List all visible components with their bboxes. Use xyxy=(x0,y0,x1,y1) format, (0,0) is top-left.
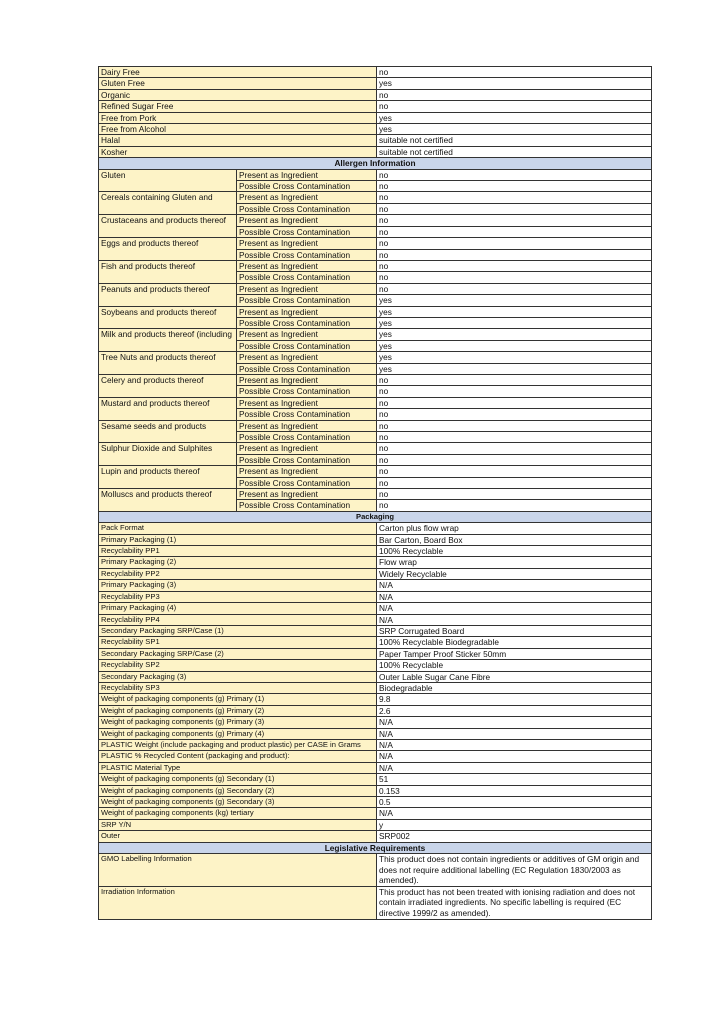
allergen-name: Eggs and products thereof xyxy=(99,238,237,261)
allergen-row xyxy=(99,374,652,385)
packaging-value: N/A xyxy=(377,580,652,591)
present-as-ingredient-label: Present as Ingredient xyxy=(237,215,377,226)
allergen-row xyxy=(99,352,652,363)
cross-contamination-label: Possible Cross Contamination xyxy=(237,226,377,237)
packaging-row xyxy=(99,523,652,534)
packaging-row xyxy=(99,819,652,830)
packaging-label: PLASTIC % Recycled Content (packaging and product): xyxy=(99,751,377,762)
allergen-row xyxy=(99,192,652,203)
present-as-ingredient-label: Present as Ingredient xyxy=(237,489,377,500)
cross-contamination-label: Possible Cross Contamination xyxy=(237,272,377,283)
packaging-label: Secondary Packaging SRP/Case (2) xyxy=(99,648,377,659)
present-value: yes xyxy=(377,306,652,317)
allergen-name: Molluscs and products thereof xyxy=(99,489,237,512)
packaging-row xyxy=(99,831,652,842)
cross-value: no xyxy=(377,249,652,260)
cross-value: no xyxy=(377,386,652,397)
packaging-value: 9.8 xyxy=(377,694,652,705)
allergen-name: Cereals containing Gluten and xyxy=(99,192,237,215)
packaging-value: N/A xyxy=(377,717,652,728)
packaging-label: Weight of packaging components (kg) tertiary xyxy=(99,808,377,819)
packaging-row xyxy=(99,625,652,636)
packaging-value: Outer Lable Sugar Cane Fibre xyxy=(377,671,652,682)
packaging-label: Pack Format xyxy=(99,523,377,534)
dietary-label: Refined Sugar Free xyxy=(99,101,377,112)
spec-sheet xyxy=(98,66,651,920)
allergen-row xyxy=(99,283,652,294)
packaging-row xyxy=(99,751,652,762)
packaging-value: N/A xyxy=(377,591,652,602)
allergen-row xyxy=(99,169,652,180)
packaging-row xyxy=(99,728,652,739)
allergen-name: Lupin and products thereof xyxy=(99,466,237,489)
packaging-row xyxy=(99,614,652,625)
cross-value: no xyxy=(377,409,652,420)
cross-value: no xyxy=(377,203,652,214)
allergen-name: Crustaceans and products thereof xyxy=(99,215,237,238)
dietary-label: Gluten Free xyxy=(99,78,377,89)
packaging-row xyxy=(99,705,652,716)
allergen-row xyxy=(99,466,652,477)
dietary-row xyxy=(99,101,652,112)
packaging-label: Outer xyxy=(99,831,377,842)
dietary-label: Free from Pork xyxy=(99,112,377,123)
dietary-label: Halal xyxy=(99,135,377,146)
legislative-label: GMO Labelling Information xyxy=(99,854,377,887)
dietary-label: Kosher xyxy=(99,146,377,157)
packaging-label: Weight of packaging components (g) Primary (2) xyxy=(99,705,377,716)
cross-contamination-label: Possible Cross Contamination xyxy=(237,409,377,420)
allergen-name: Soybeans and products thereof xyxy=(99,306,237,329)
packaging-value: 0.5 xyxy=(377,797,652,808)
allergen-row xyxy=(99,489,652,500)
dietary-value: yes xyxy=(377,112,652,123)
allergen-row xyxy=(99,397,652,408)
packaging-label: SRP Y/N xyxy=(99,819,377,830)
legislative-header-row xyxy=(99,842,652,853)
packaging-label: Primary Packaging (1) xyxy=(99,534,377,545)
packaging-value: Flow wrap xyxy=(377,557,652,568)
present-value: no xyxy=(377,169,652,180)
cross-contamination-label: Possible Cross Contamination xyxy=(237,249,377,260)
packaging-value: 100% Recyclable xyxy=(377,660,652,671)
cross-value: no xyxy=(377,272,652,283)
present-as-ingredient-label: Present as Ingredient xyxy=(237,169,377,180)
allergen-name: Peanuts and products thereof xyxy=(99,283,237,306)
present-value: no xyxy=(377,443,652,454)
packaging-row xyxy=(99,717,652,728)
packaging-label: Recyclability PP3 xyxy=(99,591,377,602)
cross-value: no xyxy=(377,432,652,443)
present-as-ingredient-label: Present as Ingredient xyxy=(237,238,377,249)
packaging-label: Primary Packaging (2) xyxy=(99,557,377,568)
cross-value: no xyxy=(377,226,652,237)
packaging-row xyxy=(99,557,652,568)
legislative-row xyxy=(99,886,652,919)
packaging-value: 0.153 xyxy=(377,785,652,796)
allergen-row xyxy=(99,329,652,340)
spec-table xyxy=(98,66,652,920)
present-as-ingredient-label: Present as Ingredient xyxy=(237,397,377,408)
cross-contamination-label: Possible Cross Contamination xyxy=(237,386,377,397)
packaging-row xyxy=(99,591,652,602)
cross-value: no xyxy=(377,500,652,511)
packaging-value: Bar Carton, Board Box xyxy=(377,534,652,545)
cross-contamination-label: Possible Cross Contamination xyxy=(237,500,377,511)
present-value: no xyxy=(377,215,652,226)
dietary-label: Free from Alcohol xyxy=(99,124,377,135)
dietary-row xyxy=(99,89,652,100)
packaging-row xyxy=(99,808,652,819)
allergen-row xyxy=(99,215,652,226)
legislative-value: This product does not contain ingredients or additives of GM origin and does not require additional labelling (EC Regulation 1830/2003 as amended). xyxy=(377,854,652,887)
packaging-label: Recyclability PP4 xyxy=(99,614,377,625)
packaging-label: Weight of packaging components (g) Secondary (3) xyxy=(99,797,377,808)
present-as-ingredient-label: Present as Ingredient xyxy=(237,283,377,294)
packaging-value: Biodegradable xyxy=(377,682,652,693)
packaging-label: Recyclability PP2 xyxy=(99,568,377,579)
dietary-label: Organic xyxy=(99,89,377,100)
dietary-value: no xyxy=(377,101,652,112)
packaging-label: Primary Packaging (3) xyxy=(99,580,377,591)
spec-table-body xyxy=(99,67,652,920)
present-value: no xyxy=(377,489,652,500)
legislative-row xyxy=(99,854,652,887)
packaging-label: PLASTIC Material Type xyxy=(99,762,377,773)
allergen-name: Gluten xyxy=(99,169,237,192)
packaging-row xyxy=(99,546,652,557)
allergen-section-title: Allergen Information xyxy=(99,158,652,169)
packaging-value: 100% Recyclable xyxy=(377,546,652,557)
packaging-row xyxy=(99,785,652,796)
legislative-label: Irradiation Information xyxy=(99,886,377,919)
allergen-name: Mustard and products thereof xyxy=(99,397,237,420)
packaging-label: Recyclability PP1 xyxy=(99,546,377,557)
packaging-value: N/A xyxy=(377,739,652,750)
packaging-value: Widely Recyclable xyxy=(377,568,652,579)
present-value: yes xyxy=(377,352,652,363)
dietary-value: suitable not certified xyxy=(377,146,652,157)
allergen-name: Sulphur Dioxide and Sulphites xyxy=(99,443,237,466)
present-as-ingredient-label: Present as Ingredient xyxy=(237,260,377,271)
present-as-ingredient-label: Present as Ingredient xyxy=(237,352,377,363)
packaging-value: N/A xyxy=(377,728,652,739)
packaging-value: Paper Tamper Proof Sticker 50mm xyxy=(377,648,652,659)
packaging-row xyxy=(99,660,652,671)
dietary-row xyxy=(99,78,652,89)
present-as-ingredient-label: Present as Ingredient xyxy=(237,420,377,431)
packaging-label: Secondary Packaging SRP/Case (1) xyxy=(99,625,377,636)
packaging-row xyxy=(99,580,652,591)
present-as-ingredient-label: Present as Ingredient xyxy=(237,374,377,385)
dietary-value: yes xyxy=(377,124,652,135)
packaging-row xyxy=(99,671,652,682)
allergen-name: Celery and products thereof xyxy=(99,374,237,397)
present-as-ingredient-label: Present as Ingredient xyxy=(237,306,377,317)
packaging-label: Primary Packaging (4) xyxy=(99,603,377,614)
present-value: no xyxy=(377,260,652,271)
packaging-row xyxy=(99,534,652,545)
allergen-row xyxy=(99,420,652,431)
cross-value: yes xyxy=(377,363,652,374)
cross-contamination-label: Possible Cross Contamination xyxy=(237,181,377,192)
packaging-label: Weight of packaging components (g) Secondary (1) xyxy=(99,774,377,785)
packaging-value: 2.6 xyxy=(377,705,652,716)
present-value: no xyxy=(377,192,652,203)
present-as-ingredient-label: Present as Ingredient xyxy=(237,329,377,340)
allergen-name: Sesame seeds and products xyxy=(99,420,237,443)
dietary-value: no xyxy=(377,67,652,78)
allergen-name: Fish and products thereof xyxy=(99,260,237,283)
cross-contamination-label: Possible Cross Contamination xyxy=(237,340,377,351)
present-value: no xyxy=(377,283,652,294)
packaging-section-title: Packaging xyxy=(99,511,652,522)
packaging-row xyxy=(99,762,652,773)
packaging-row xyxy=(99,797,652,808)
cross-value: yes xyxy=(377,340,652,351)
packaging-label: Secondary Packaging (3) xyxy=(99,671,377,682)
cross-contamination-label: Possible Cross Contamination xyxy=(237,317,377,328)
cross-value: no xyxy=(377,454,652,465)
packaging-label: Weight of packaging components (g) Primary (4) xyxy=(99,728,377,739)
packaging-label: Recyclability SP3 xyxy=(99,682,377,693)
allergen-name: Milk and products thereof (including xyxy=(99,329,237,352)
allergen-row xyxy=(99,306,652,317)
dietary-label: Dairy Free xyxy=(99,67,377,78)
dietary-row xyxy=(99,112,652,123)
packaging-value: SRP002 xyxy=(377,831,652,842)
present-value: no xyxy=(377,374,652,385)
cross-value: yes xyxy=(377,295,652,306)
allergen-row xyxy=(99,260,652,271)
present-value: no xyxy=(377,420,652,431)
cross-value: yes xyxy=(377,317,652,328)
packaging-value: N/A xyxy=(377,808,652,819)
dietary-value: no xyxy=(377,89,652,100)
packaging-header-row xyxy=(99,511,652,522)
packaging-row xyxy=(99,694,652,705)
packaging-row xyxy=(99,648,652,659)
present-value: no xyxy=(377,397,652,408)
packaging-label: Weight of packaging components (g) Primary (3) xyxy=(99,717,377,728)
packaging-value: Carton plus flow wrap xyxy=(377,523,652,534)
present-as-ingredient-label: Present as Ingredient xyxy=(237,443,377,454)
present-value: no xyxy=(377,466,652,477)
cross-contamination-label: Possible Cross Contamination xyxy=(237,203,377,214)
packaging-value: N/A xyxy=(377,614,652,625)
allergen-name: Tree Nuts and products thereof xyxy=(99,352,237,375)
packaging-value: N/A xyxy=(377,603,652,614)
cross-value: no xyxy=(377,477,652,488)
present-as-ingredient-label: Present as Ingredient xyxy=(237,466,377,477)
allergen-header-row xyxy=(99,158,652,169)
packaging-value: SRP Corrugated Board xyxy=(377,625,652,636)
cross-contamination-label: Possible Cross Contamination xyxy=(237,363,377,374)
cross-contamination-label: Possible Cross Contamination xyxy=(237,454,377,465)
packaging-label: PLASTIC Weight (include packaging and product plastic) per CASE in Grams xyxy=(99,739,377,750)
packaging-label: Weight of packaging components (g) Primary (1) xyxy=(99,694,377,705)
cross-contamination-label: Possible Cross Contamination xyxy=(237,477,377,488)
packaging-label: Recyclability SP2 xyxy=(99,660,377,671)
packaging-row xyxy=(99,739,652,750)
packaging-value: y xyxy=(377,819,652,830)
present-as-ingredient-label: Present as Ingredient xyxy=(237,192,377,203)
cross-value: no xyxy=(377,181,652,192)
allergen-row xyxy=(99,238,652,249)
dietary-row xyxy=(99,124,652,135)
packaging-value: 51 xyxy=(377,774,652,785)
packaging-row xyxy=(99,568,652,579)
packaging-value: N/A xyxy=(377,751,652,762)
dietary-value: suitable not certified xyxy=(377,135,652,146)
allergen-row xyxy=(99,443,652,454)
packaging-value: N/A xyxy=(377,762,652,773)
present-value: yes xyxy=(377,329,652,340)
dietary-row xyxy=(99,135,652,146)
dietary-row xyxy=(99,67,652,78)
legislative-section-title: Legislative Requirements xyxy=(99,842,652,853)
packaging-value: 100% Recyclable Biodegradable xyxy=(377,637,652,648)
dietary-value: yes xyxy=(377,78,652,89)
present-value: no xyxy=(377,238,652,249)
packaging-row xyxy=(99,682,652,693)
packaging-row xyxy=(99,774,652,785)
packaging-row xyxy=(99,603,652,614)
dietary-row xyxy=(99,146,652,157)
cross-contamination-label: Possible Cross Contamination xyxy=(237,295,377,306)
legislative-value: This product has not been treated with ionising radiation and does not contain irradiated ingredients. No specific labelling is required (EC directive 1999/2 as amended). xyxy=(377,886,652,919)
cross-contamination-label: Possible Cross Contamination xyxy=(237,432,377,443)
packaging-label: Weight of packaging components (g) Secondary (2) xyxy=(99,785,377,796)
packaging-label: Recyclability SP1 xyxy=(99,637,377,648)
packaging-row xyxy=(99,637,652,648)
